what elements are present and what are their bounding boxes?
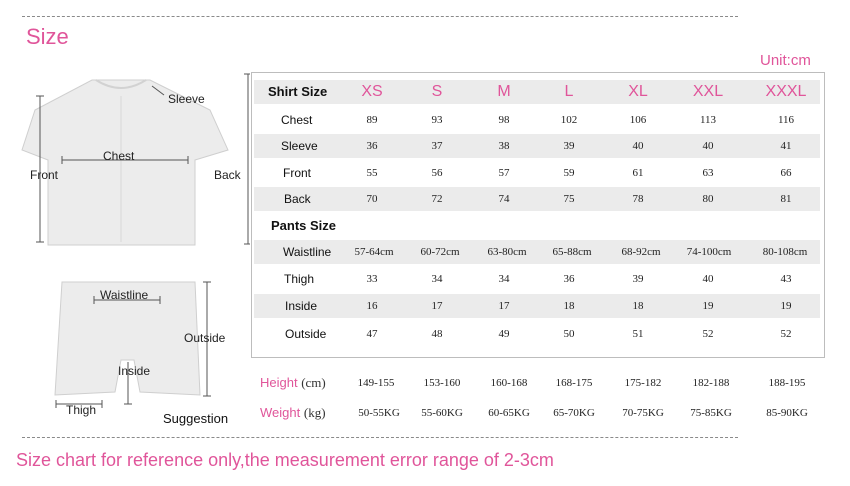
table-cell: 41 — [780, 140, 792, 152]
weight-value: 70-75KG — [622, 407, 664, 419]
weight-suggestion-row — [256, 403, 822, 423]
table-cell: 72 — [431, 193, 443, 205]
size-header: XS — [361, 83, 383, 100]
table-cell: 98 — [498, 114, 510, 126]
row-label: Back — [284, 192, 311, 206]
size-header: XXL — [692, 83, 724, 100]
row-label: Chest — [281, 113, 313, 127]
weight-value: 65-70KG — [553, 407, 595, 419]
table-cell: 43 — [780, 273, 792, 285]
table-cell: 93 — [431, 114, 443, 126]
table-cell: 52 — [702, 328, 714, 340]
table-cell: 48 — [431, 328, 443, 340]
height-value: 153-160 — [423, 377, 461, 389]
table-cell: 57-64cm — [354, 246, 394, 258]
height-value: 182-188 — [692, 377, 730, 389]
weight-value: 75-85KG — [690, 407, 732, 419]
row-label: Inside — [285, 299, 318, 313]
table-cell: 36 — [563, 273, 575, 285]
table-cell: 70 — [366, 193, 378, 205]
size-header: XL — [628, 83, 648, 100]
height-value: 149-155 — [357, 377, 395, 389]
weight-label-text: Weight — [260, 405, 301, 420]
shirt-size-header-row — [254, 80, 820, 104]
table-cell: 50 — [563, 328, 575, 340]
table-cell: 59 — [563, 167, 575, 179]
table-cell: 16 — [366, 300, 378, 312]
table-cell: 40 — [702, 273, 714, 285]
table-cell: 39 — [632, 273, 644, 285]
table-row — [254, 322, 820, 346]
suggestion-label: Suggestion — [163, 411, 229, 426]
table-cell: 75 — [563, 193, 575, 205]
table-row — [254, 240, 820, 264]
table-cell: 39 — [563, 140, 575, 152]
table-row — [254, 161, 820, 185]
height-value: 168-175 — [555, 377, 593, 389]
table-cell: 56 — [431, 167, 443, 179]
table-cell: 18 — [563, 300, 575, 312]
table-cell: 18 — [632, 300, 644, 312]
waistline-label: Waistline — [100, 288, 149, 302]
table-cell: 40 — [632, 140, 644, 152]
bottom-divider — [22, 437, 738, 438]
height-label-text: Height — [260, 375, 298, 390]
table-cell: 40 — [702, 140, 714, 152]
table-row — [254, 134, 820, 158]
table-cell: 36 — [366, 140, 378, 152]
table-cell: 65-88cm — [552, 246, 592, 258]
height-value: 175-182 — [624, 377, 662, 389]
height-suggestion-row — [256, 373, 822, 393]
table-cell: 17 — [498, 300, 510, 312]
inside-label: Inside — [118, 364, 151, 378]
height-value: 160-168 — [490, 377, 528, 389]
table-cell: 34 — [431, 273, 443, 285]
table-row — [254, 294, 820, 318]
height-unit: (cm) — [301, 375, 326, 390]
top-divider — [22, 16, 738, 17]
size-header: L — [564, 83, 574, 100]
table-cell: 37 — [431, 140, 443, 152]
table-cell: 116 — [777, 114, 795, 126]
table-cell: 19 — [780, 300, 792, 312]
table-cell: 78 — [632, 193, 644, 205]
table-cell: 68-92cm — [621, 246, 661, 258]
table-cell: 63 — [702, 167, 714, 179]
table-cell: 63-80cm — [487, 246, 527, 258]
table-cell: 38 — [498, 140, 510, 152]
chest-label: Chest — [103, 149, 135, 163]
table-cell: 102 — [560, 114, 578, 126]
table-cell: 74-100cm — [686, 246, 732, 258]
table-cell: 34 — [498, 273, 510, 285]
table-cell: 66 — [780, 167, 792, 179]
weight-value: 55-60KG — [421, 407, 463, 419]
table-cell: 55 — [366, 167, 378, 179]
size-header: XXXL — [765, 83, 807, 100]
size-header: S — [431, 83, 443, 100]
front-label: Front — [30, 168, 59, 182]
sleeve-label: Sleeve — [168, 92, 205, 106]
table-cell: 60-72cm — [420, 246, 460, 258]
table-cell: 57 — [498, 167, 510, 179]
row-label: Thigh — [284, 272, 315, 286]
thigh-label: Thigh — [66, 403, 97, 417]
size-header: M — [497, 83, 511, 100]
table-cell: 52 — [780, 328, 792, 340]
row-label: Waistline — [283, 245, 332, 259]
table-cell: 19 — [702, 300, 714, 312]
height-label — [260, 373, 326, 393]
shirt-size-label: Shirt Size — [268, 84, 328, 99]
table-cell: 74 — [498, 193, 510, 205]
height-value: 188-195 — [768, 377, 806, 389]
weight-unit: (kg) — [303, 405, 326, 420]
table-row — [254, 267, 820, 291]
table-row — [254, 187, 820, 211]
table-cell: 113 — [699, 114, 717, 126]
table-row — [254, 108, 820, 132]
table-cell: 33 — [366, 273, 378, 285]
table-cell: 89 — [366, 114, 378, 126]
row-label: Outside — [285, 327, 327, 341]
pants-size-label: Pants Size — [271, 218, 337, 233]
table-cell: 51 — [632, 328, 644, 340]
row-label: Front — [283, 166, 312, 180]
weight-value: 85-90KG — [766, 407, 808, 419]
weight-value: 50-55KG — [358, 407, 400, 419]
weight-value: 60-65KG — [488, 407, 530, 419]
table-cell: 80 — [702, 193, 714, 205]
table-cell: 61 — [632, 167, 644, 179]
weight-label — [260, 403, 326, 423]
row-label: Sleeve — [281, 139, 318, 153]
table-cell: 47 — [366, 328, 378, 340]
table-cell: 17 — [431, 300, 443, 312]
page-title: Size — [26, 24, 69, 49]
unit-label: Unit:cm — [760, 52, 811, 69]
back-label: Back — [214, 168, 241, 182]
outside-label: Outside — [184, 331, 226, 345]
table-cell: 49 — [498, 328, 510, 340]
table-cell: 81 — [780, 193, 792, 205]
table-cell: 80-108cm — [762, 246, 808, 258]
table-cell: 106 — [629, 114, 647, 126]
disclaimer-text: Size chart for reference only,the measurement error range of 2-3cm — [16, 450, 554, 470]
